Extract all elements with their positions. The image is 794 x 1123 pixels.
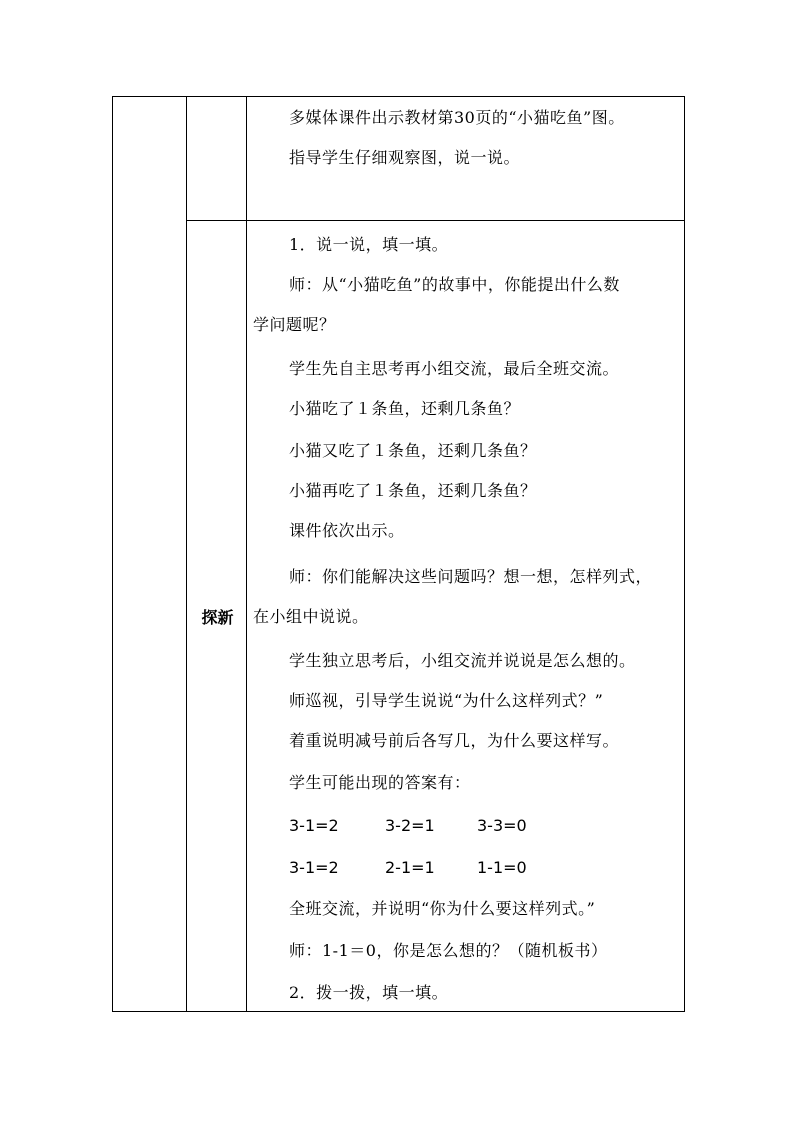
row2-line: 1．说一说，填一填。 bbox=[289, 235, 449, 254]
equation: 1-1=0 bbox=[477, 858, 527, 877]
row2-line: 学生可能出现的答案有： bbox=[289, 773, 471, 792]
row2-line: 学问题呢？ bbox=[253, 315, 336, 334]
column-divider-1 bbox=[186, 96, 187, 1012]
lesson-plan-table bbox=[112, 96, 685, 1012]
equation: 2-1=1 bbox=[385, 858, 435, 877]
table-border-right bbox=[684, 96, 685, 1012]
table-border-top bbox=[112, 96, 685, 97]
row2-line: 师：从“小猫吃鱼”的故事中，你能提出什么数 bbox=[289, 275, 620, 294]
row-divider bbox=[186, 220, 685, 221]
row2-line: 着重说明减号前后各写几，为什么要这样写。 bbox=[289, 731, 620, 750]
equation: 3-3=0 bbox=[477, 816, 527, 835]
equation: 3-1=2 bbox=[289, 858, 339, 877]
equation: 3-2=1 bbox=[385, 816, 435, 835]
column-divider-2 bbox=[246, 96, 247, 1012]
row2-line: 全班交流，并说明“你为什么要这样列式。” bbox=[289, 899, 596, 918]
row2-line: 师巡视，引导学生说说“为什么这样列式？” bbox=[289, 691, 604, 710]
row2-line: 课件依次出示。 bbox=[289, 521, 405, 540]
equation: 3-1=2 bbox=[289, 816, 339, 835]
section-label-tanxin: 探新 bbox=[201, 608, 234, 627]
row2-line: 小猫又吃了１条鱼，还剩几条鱼？ bbox=[289, 441, 537, 460]
row2-line: 学生先自主思考再小组交流，最后全班交流。 bbox=[289, 359, 620, 378]
row2-line: 学生独立思考后，小组交流并说说是怎么想的。 bbox=[289, 651, 636, 670]
table-border-bottom bbox=[112, 1011, 685, 1012]
row1-line-1: 多媒体课件出示教材第30页的“小猫吃鱼”图。 bbox=[289, 108, 625, 127]
row1-line-2: 指导学生仔细观察图，说一说。 bbox=[289, 148, 521, 167]
row2-line: 2．拨一拨，填一填。 bbox=[289, 983, 449, 1002]
row2-line: 小猫再吃了１条鱼，还剩几条鱼？ bbox=[289, 481, 537, 500]
row2-line: 在小组中说说。 bbox=[253, 607, 369, 626]
table-border-left bbox=[112, 96, 113, 1012]
row2-line: 师：1-1＝0，你是怎么想的？（随机板书） bbox=[289, 941, 608, 960]
row2-line: 师：你们能解决这些问题吗？想一想，怎样列式， bbox=[289, 567, 653, 586]
row2-line: 小猫吃了１条鱼，还剩几条鱼？ bbox=[289, 399, 521, 418]
